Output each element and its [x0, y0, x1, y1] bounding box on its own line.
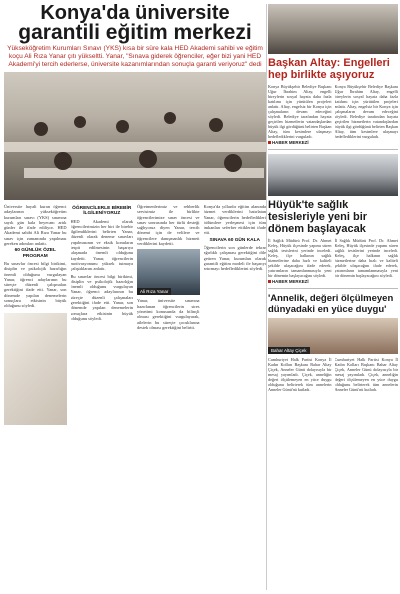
story3-text: Cumhuriyet Halk Partisi Konya İl Kadın Kolları Başkanı Bahar Altay Çiçek, Anneler Günü dolayısıyla bir mesaj yayımladı. Çiçek, anneliğin değeri ölçülemeyen en yüce duygu olduğunu belirterek tüm annelerin Anneler Günü'nü kutladı.: [268, 357, 332, 392]
story3-photo: [268, 318, 398, 354]
column-text: Öğrencilerin son günlerde tekrar ağırlıklı çalışması gerektiğini dile getiren Yanar, kurumları olarak garantili eğitim modeli ile başarıyı artırmayı hedeflediklerini söyledi.: [203, 245, 266, 272]
story2-body: [268, 238, 398, 278]
divider: [268, 288, 398, 289]
story1-text: Konya Büyükşehir Belediye Başkanı Uğur İbrahim Altay, engelli bireylerin sosyal hayata daha fazla katılımı için yürütülen projeleri anlattı. Altay, engelsiz bir Konya için çalışmaların devam edeceğini söyledi. Belediye tarafından hayata geçirilen hizmetlerin vatandaşlardan büyük ilgi gördüğünü belirten Başkan Altay, tüm kesimlere ulaşmayı hedeflediklerini vurguladı.: [334, 84, 398, 139]
article-column-2: [71, 204, 134, 425]
column-subheading: 60 GÜNLÜK ÖZEL PROGRAM: [14, 248, 56, 259]
story1-photo: [268, 4, 398, 54]
article-column-1: [4, 204, 67, 425]
column-subheading: ÖĞRENCİLERLE BİREBİR İLGİLENİYORUZ: [72, 206, 132, 217]
column-text: Bu sınavlar öncesi bilgi birikimi, disiplin ve psikolojik hazırlığın önemli olduğunu vurgulayan Yanar, öğrenci adaylarının bu süreçte düzenli çalışmaları gerektiğini ifade etti. Yanar, son dönemde yapılan denemelerin sonuçlara etkisinin büyük olduğunu söyledi.: [4, 260, 67, 309]
classroom-photo: [4, 72, 266, 200]
column-divider: [266, 4, 267, 590]
story3-text: Cumhuriyet Halk Partisi Konya İl Kadın Kolları Başkanı Bahar Altay Çiçek, Anneler Günü dolayısıyla bir mesaj yayımladı. Çiçek, anneliğin değeri ölçülemeyen en yüce duygu olduğunu belirterek tüm annelerin Anneler Günü'nü kutladı.: [334, 357, 398, 392]
right-sidebar: [268, 4, 398, 590]
photo-caption: Bahar Altay Çiçek: [268, 347, 310, 354]
student-photo: [4, 313, 67, 425]
column-text: Yanar, üniversite sınavına hazırlanan öğrencilerin stres yönetimi konusunda da bilinçli olması gerektiğini vurgulayarak, ailelerin bu süreçte çocuklarına destek olması gerektiğini belirtti.: [137, 298, 200, 330]
main-article: [4, 4, 266, 590]
headline-line1: Konya'da üniversite: [40, 2, 230, 24]
headline-line2: garantili eğitim merkezi: [18, 21, 252, 44]
column-text: Üniversite hayali kuran öğrenci adaylarının yükseköğretim kurumları sınavı (YKS) sınavına sayılı gün kala heyecanı artık günler ile ifade ediliyor. HED Akademi sahibi Ali Rıza Yanar bu sınav için zamanında yapılması gereken adımları anlattı.: [4, 204, 67, 247]
portrait-photo: [137, 249, 200, 295]
story2-photo: [268, 154, 398, 196]
column-text: Bu sınavlar öncesi bilgi birikimi, disiplin ve psikolojik hazırlığın önemli olduğunu vurgulayan Yanar, öğrenci adaylarının bu süreçte düzenli çalışmaları gerektiğini ifade etti. Yanar, son dönemde yapılan denemelerin sonuçlara etkisinin büyük olduğunu söyledi.: [70, 273, 133, 321]
story1-text: Konya Büyükşehir Belediye Başkanı Uğur İbrahim Altay, engelli bireylerin sosyal hayata daha fazla katılımı için yürütülen projeleri anlattı. Altay, engelsiz bir Konya için çalışmaların devam edeceğini söyledi. Belediye tarafından hayata geçirilen hizmetlerin vatandaşlardan büyük ilgi gördüğünü belirten Başkan Altay, tüm kesimlere ulaşmayı hedeflediklerini vurguladı.: [268, 84, 332, 139]
story1-title: Başkan Altay: Engelleri hep birlikte aşıyoruz: [268, 57, 390, 81]
column-text: Konya'da yıllardır eğitim alanında hizmet verdiklerini hatırlatan Yanar, öğrencilerin hedefledikleri bölümlere yerleşmesi için tüm imkanları seferber ettiklerini ifade etti.: [203, 204, 266, 236]
story1-author: HABER MERKEZİ: [268, 140, 398, 145]
divider: [268, 149, 398, 150]
article-column-3: [137, 204, 200, 425]
article-column-4: [204, 204, 267, 425]
photo-caption: Ali Rıza Yanar: [137, 288, 171, 295]
story3-body: [268, 357, 398, 392]
headline: [4, 4, 266, 42]
column-text: HED Akademi olarak öğrencilerimizin her biri ile birebir ilgilendiklerini belirten Yanar, düzenli olarak deneme sınavları yapılmasının ve eksik konuların tespit edilmesinin başarıya ulaşmada önemli olduğunu kaydetti. Yanar, öğrencilerin motivasyonunu yüksek tutmaya çalıştıklarını anlattı.: [70, 218, 133, 272]
story2-text: İl Sağlık Müdürü Prof. Dr. Ahmet Keleş, Hüyük ilçesinde yapımı süren sağlık tesislerini yerinde inceledi. Keleş, ilçe halkının sağlık hizmetlerine daha hızlı ve kaliteli şekilde ulaşacağını ifade ederek, yatırımların tamamlanmasıyla yeni bir dönemin başlayacağını söyledi.: [268, 238, 332, 278]
column-subheading: SINAVA 60 GÜN KALA: [209, 237, 261, 243]
story3-title: 'Annelik, değeri ölçülmeyen dünyadaki en yüce duygu': [268, 293, 394, 315]
article-columns: [4, 204, 266, 425]
story2-text: İl Sağlık Müdürü Prof. Dr. Ahmet Keleş, Hüyük ilçesinde yapımı süren sağlık tesislerini yerinde inceledi. Keleş, ilçe halkının sağlık hizmetlerine daha hızlı ve kaliteli şekilde ulaşacağını ifade ederek, yatırımların tamamlanmasıyla yeni bir dönemin başlayacağını söyledi.: [334, 238, 398, 278]
story2-author: HABER MERKEZİ: [268, 279, 398, 284]
story1-body: [268, 84, 398, 139]
column-text: Öğretmenlerimiz ve rehberlik servisimiz ile birlikte öğrencilerimize sınav öncesi ve sınav sonrasında her türlü desteği sağlıyoruz diyen Yanar, tercih dönemi için de velilere ve öğrencilere danışmanlık hizmeti verdiklerini kaydetti.: [137, 204, 200, 247]
story2-title: Hüyük'te sağlık tesisleriyle yeni bir dönem başlayacak: [268, 199, 368, 235]
article-lead: Yükseköğretim Kurumları Sınavı (YKS) kısa bir süre kala HED Akademi sahibi ve eğitim koçu Ali Rıza Yanar çıtı yükseltti. Yanar, "Sınava giderek öğrenciler, eğer bizi yani HED Akademi'yi tercih ederlerse, üniversite kazanımlarından sonuçla garanti veriyoruz" dedi: [7, 45, 263, 68]
